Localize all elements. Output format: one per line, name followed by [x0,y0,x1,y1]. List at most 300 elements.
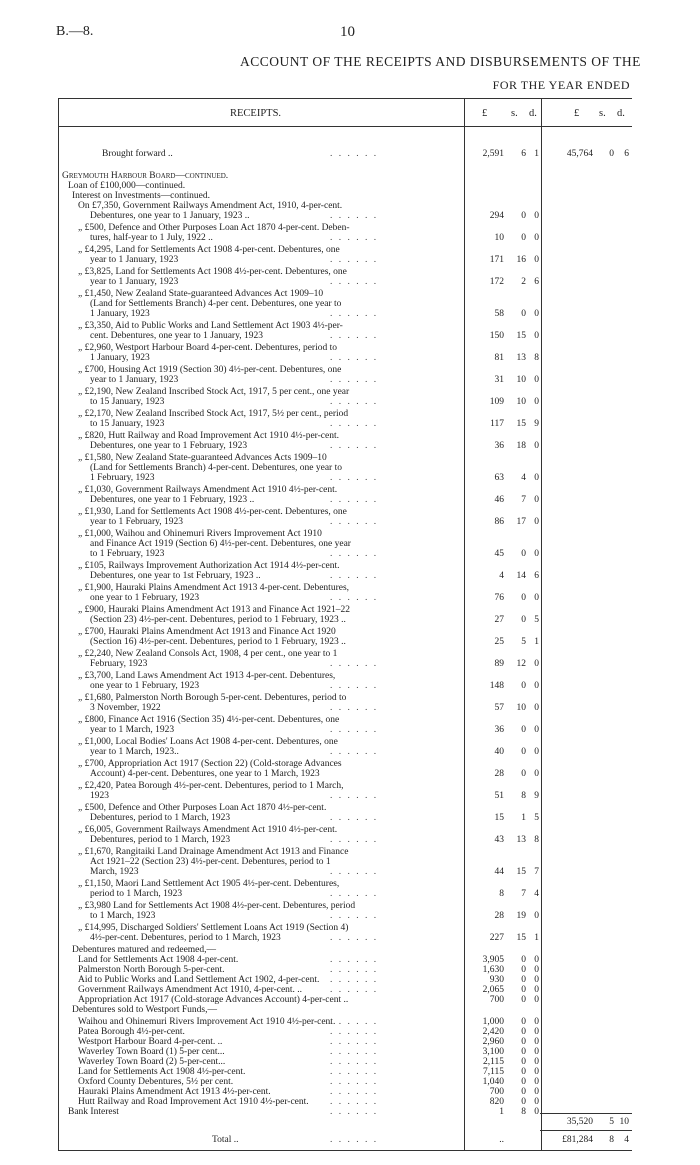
dot-leader: . . . . . . [330,331,379,341]
right-pound-header: £ [574,108,580,119]
left-shillings: 0 [521,593,526,603]
row-description: Account) 4-per-cent. Debentures, one year to 1 March, 1923 [90,769,320,779]
row-description: „ £2,240, New Zealand Consols Act, 1908, 4 per cent., one year to 1 [78,649,338,659]
left-shillings: 0 [521,985,526,995]
right-pence: 6 [624,149,629,159]
left-pounds: 28 [494,769,504,779]
left-shillings: 16 [516,255,526,265]
row-description: Total .. [212,1135,239,1145]
row-description: „ £3,350, Aid to Public Works and Land Settlement Act 1903 4½-per- [78,321,343,331]
left-pence: 8 [534,353,539,363]
left-pence: 0 [534,1067,539,1077]
left-pence: 9 [534,419,539,429]
left-pounds: 45 [494,549,504,559]
row-description: Government Railways Amendment Act 1910, 4-per-cent. .. [78,985,303,995]
row-description: „ £800, Finance Act 1916 (Section 35) 4½-per-cent. Debentures, one [78,715,340,725]
page-number: 10 [340,24,355,40]
left-pounds: .. [499,1135,504,1145]
row-description: Hutt Railway and Road Improvement Act 1910 4½-per-cent. [78,1097,309,1107]
page-title: ACCOUNT OF THE RECEIPTS AND DISBURSEMENTS OF THE [240,54,641,69]
right-shillings: 0 [609,149,614,159]
row-description: Oxford County Debentures, 5½ per cent. [78,1077,234,1087]
row-description: (Section 23) 4½-per-cent. Debentures, period to 1 February, 1923 .. [90,615,346,625]
row-description: „ £1,580, New Zealand State-guaranteed Advances Acts 1909–10 [78,453,327,463]
left-pence: 0 [534,495,539,505]
table-row [0,374,700,386]
left-shillings: 0 [521,747,526,757]
left-pounds: 2,420 [482,1027,504,1037]
row-description: year to 1 January, 1923 [90,375,179,385]
dot-leader: . . . . . . [330,1047,379,1057]
dot-leader: . . . . . . [330,985,379,995]
left-pence: 6 [534,571,539,581]
left-shillings: 13 [516,353,526,363]
row-description: to 15 January, 1923 [90,397,165,407]
left-pence: 0 [534,911,539,921]
left-pounds: 150 [489,331,504,341]
dot-leader: . . . . . . [330,965,379,975]
table-row [0,636,700,648]
left-pounds: 4 [499,571,504,581]
dot-leader: . . . . . . [330,593,379,603]
left-pence: 6 [534,277,539,287]
row-description: year to 1 January, 1923 [90,255,179,265]
table-row [0,812,700,824]
row-description: Brought forward .. [102,149,173,159]
dot-leader: . . . . . . [330,867,379,877]
left-pounds: 700 [489,1087,504,1097]
left-pounds: 15 [494,813,504,823]
dot-leader: . . . . . . [330,681,379,691]
dot-leader: . . . . . . [330,747,379,757]
left-pounds: 3,905 [482,955,504,965]
left-shillings: 6 [521,149,526,159]
receipts-header: RECEIPTS. [230,108,282,119]
left-pounds: 7,115 [482,1067,504,1077]
row-description: „ £4,295, Land for Settlements Act 1908 4-per-cent. Debentures, one [78,245,340,255]
row-description: „ £1,150, Maori Land Settlement Act 1905 4½-per-cent. Debentures, [78,879,340,889]
table-row [0,330,700,342]
table-row [0,570,700,582]
row-description: 1 January, 1923 [90,353,150,363]
left-pence: 0 [534,1107,539,1117]
left-pence: 0 [534,375,539,385]
right-pounds: 35,520 [566,1117,593,1127]
table-row [0,396,700,408]
row-description: Patea Borough 4½-per-cent. [78,1027,185,1037]
left-pound-header: £ [482,108,488,119]
left-pounds: 930 [489,975,504,985]
left-pence: 0 [534,1017,539,1027]
table-row [0,1004,700,1016]
left-pence: 0 [534,1047,539,1057]
row-description: Debentures, period to 1 March, 1923 [90,813,231,823]
left-shillings: 14 [516,571,526,581]
right-pounds: £81,284 [562,1135,593,1145]
row-description: period to 1 March, 1923 [90,889,183,899]
left-pounds: 117 [490,419,504,429]
right-shillings: 5 [609,1117,614,1127]
left-pounds: 46 [494,495,504,505]
table-row [0,472,700,484]
table-row [0,352,700,364]
row-description: Interest on Investments—continued. [72,191,210,201]
left-shillings: 8 [521,791,526,801]
left-pence: 1 [534,933,539,943]
left-shillings: 0 [521,1057,526,1067]
left-shillings: 0 [521,1067,526,1077]
left-pence: 0 [534,397,539,407]
row-description: to 15 January, 1923 [90,419,165,429]
table-row [0,276,700,288]
dot-leader: . . . . . . [330,517,379,527]
row-description: „ £700, Hauraki Plains Amendment Act 1913 and Finance Act 1920 [78,627,336,637]
row-description: Debentures, one year to 1 January, 1923 .. [90,211,250,221]
row-description: to 1 March, 1923 [90,911,156,921]
row-description: „ £14,995, Discharged Soldiers' Settlement Loans Act 1919 (Section 4) [78,923,349,933]
left-pounds: 44 [494,867,504,877]
row-description: „ £2,420, Patea Borough 4½-per-cent. Debentures, period to 1 March, [78,781,344,791]
dot-leader: . . . . . . [330,441,379,451]
right-pence: 4 [624,1135,629,1145]
row-description: Waverley Town Board (2) 5-per-cent... [78,1057,226,1067]
row-description: On £7,350, Government Railways Amendment Act, 1910, 4-per-cent. [78,201,343,211]
dot-leader: . . . . . . [330,725,379,735]
right-pence-header: d. [617,108,625,119]
left-pence: 8 [534,835,539,845]
table-row [0,658,700,670]
dot-leader: . . . . . . [330,375,379,385]
table-row [0,1134,700,1146]
dot-leader: . . . . . . [330,975,379,985]
row-description: „ £820, Hutt Railway and Road Improvement Act 1910 4½-per-cent. [78,431,339,441]
document-reference: B.—8. [56,24,94,39]
table-row [0,834,700,846]
left-pounds: 86 [494,517,504,527]
left-pence: 0 [534,995,539,1005]
table-row [0,210,700,222]
left-pence: 0 [534,955,539,965]
left-shillings: 0 [521,1077,526,1087]
row-description: „ £1,000, Waihou and Ohinemuri Rivers Improvement Act 1910 [78,529,322,539]
left-shillings: 19 [516,911,526,921]
left-pence: 1 [534,637,539,647]
left-shillings: 0 [521,615,526,625]
row-description: „ £3,980 Land for Settlements Act 1908 4½-per-cent. Debentures, period [78,901,356,911]
dot-leader: . . . . . . [330,1087,379,1097]
right-pounds: 45,764 [566,149,593,159]
left-shillings: 7 [521,889,526,899]
row-description: Debentures matured and redeemed,— [72,945,217,955]
row-description: „ £105, Railways Improvement Authorization Act 1914 4½-per-cent. [78,561,340,571]
table-row [0,254,700,266]
left-pounds: 81 [494,353,504,363]
left-shillings: 7 [521,495,526,505]
dot-leader: . . . . . . [330,813,379,823]
left-pence-header: d. [529,108,537,119]
table-row [0,866,700,878]
left-shillings: 0 [521,975,526,985]
left-shillings: 0 [521,995,526,1005]
left-pence: 0 [534,725,539,735]
row-description: tures, half-year to 1 July, 1922 .. [90,233,213,243]
row-description: year to 1 February, 1923 [90,517,184,527]
row-description: „ £2,170, New Zealand Inscribed Stock Act, 1917, 5½ per cent., period [78,409,349,419]
left-shilling-header: s. [511,108,518,119]
left-shillings: 0 [521,549,526,559]
dot-leader: . . . . . . [330,1067,379,1077]
table-row [0,910,700,922]
dot-leader: . . . . . . [330,571,379,581]
left-shillings: 15 [516,419,526,429]
table-row [0,932,700,944]
left-pence: 7 [534,867,539,877]
left-pounds: 63 [494,473,504,483]
left-pence: 0 [534,1087,539,1097]
left-shillings: 15 [516,331,526,341]
left-pounds: 1 [499,1107,504,1117]
dot-leader: . . . . . . [330,911,379,921]
left-pence: 9 [534,791,539,801]
left-pounds: 43 [494,835,504,845]
row-description: 1923 [90,791,109,801]
right-shilling-header: s. [599,108,606,119]
left-shillings: 0 [521,1037,526,1047]
row-description: (Land for Settlements Branch) 4-per-cent. Debentures, one year to [90,463,342,473]
left-pence: 0 [534,1077,539,1087]
table-top-rule [58,98,632,99]
subtotal-rule [540,1113,632,1114]
table-row [0,232,700,244]
row-description: Hauraki Plains Amendment Act 1913 4½-per-cent. [78,1087,271,1097]
row-description: Debentures, one year to 1st February, 1923 .. [90,571,261,581]
left-shillings: 0 [521,681,526,691]
dot-leader: . . . . . . [330,473,379,483]
left-shillings: 5 [521,637,526,647]
row-description: „ £1,030, Government Railways Amendment Act 1910 4½-per-cent. [78,485,338,495]
row-description: „ £1,680, Palmerston North Borough 5-per-cent. Debentures, period to [78,693,347,703]
row-description: Bank Interest [68,1107,119,1117]
row-description: Loan of £100,000—continued. [68,181,186,191]
page-subtitle: FOR THE YEAR ENDED [492,78,630,92]
left-shillings: 10 [516,375,526,385]
table-row [0,768,700,780]
table-row [0,516,700,528]
row-description: Act 1921–22 (Section 23) 4½-per-cent. Debentures, period to 1 [90,857,331,867]
dot-leader: . . . . . . [330,955,379,965]
left-pence: 5 [534,615,539,625]
dot-leader: . . . . . . [330,1097,379,1107]
dot-leader: . . . . . . [330,933,379,943]
dot-leader: . . . . . . [330,149,379,159]
left-pounds: 27 [494,615,504,625]
row-description: Aid to Public Works and Land Settlement Act 1902, 4-per-cent. [78,975,320,985]
dot-leader: . . . . . . [330,233,379,243]
dot-leader: . . . . . . [330,255,379,265]
left-shillings: 0 [521,1017,526,1027]
left-pounds: 2,065 [482,985,504,995]
row-description: year to 1 March, 1923.. [90,747,179,757]
row-description: one year to 1 February, 1923 [90,593,200,603]
left-shillings: 13 [516,835,526,845]
left-shillings: 15 [516,867,526,877]
left-shillings: 0 [521,769,526,779]
table-row [0,1116,700,1128]
right-shillings: 8 [609,1135,614,1145]
left-shillings: 15 [516,933,526,943]
row-description: Waihou and Ohinemuri Rivers Improvement Act 1910 4½-per-cent. [78,1017,336,1027]
left-pounds: 36 [494,441,504,451]
left-shillings: 12 [516,659,526,669]
row-description: Debentures, one year to 1 February, 1923 .. [90,495,255,505]
dot-leader: . . . . . . [330,549,379,559]
left-shillings: 0 [521,965,526,975]
row-description: cent. Debentures, one year to 1 January, 1923 [90,331,263,341]
row-description: Land for Settlements Act 1908 4-per-cent. [78,955,239,965]
row-description: „ £1,670, Rangitaiki Land Drainage Amendment Act 1913 and Finance [78,847,349,857]
left-pence: 0 [534,233,539,243]
left-shillings: 0 [521,1047,526,1057]
table-row [0,702,700,714]
row-description: Greymouth Harbour Board—continued. [62,171,229,181]
dot-leader: . . . . . . [330,397,379,407]
left-pence: 0 [534,517,539,527]
row-description: 3 November, 1922 [90,703,161,713]
row-description: „ £700, Appropriation Act 1917 (Section 22) (Cold-storage Advances [78,759,342,769]
dot-leader: . . . . . . [330,353,379,363]
dot-leader: . . . . . . [330,211,379,221]
table-row [0,548,700,560]
row-description: Appropriation Act 1917 (Cold-storage Advances Account) 4-per-cent .. [78,995,349,1005]
dot-leader: . . . . . . [330,1037,379,1047]
left-pence: 0 [534,211,539,221]
row-description: Debentures sold to Westport Funds,— [72,1005,217,1015]
left-pounds: 8 [499,889,504,899]
left-shillings: 17 [516,517,526,527]
row-description: „ £6,005, Government Railways Amendment Act 1910 4½-per-cent. [78,825,338,835]
left-shillings: 1 [521,813,526,823]
row-description: year to 1 March, 1923 [90,725,175,735]
left-pence: 0 [534,1027,539,1037]
table-row [0,614,700,626]
table-row [0,724,700,736]
dot-leader: . . . . . . [330,1027,379,1037]
row-description: and Finance Act 1919 (Section 6) 4½-per-cent. Debentures, one year [90,539,351,549]
left-pence: 0 [534,1097,539,1107]
row-description: Debentures, period to 1 March, 1923 [90,835,231,845]
header-bottom-rule [58,126,632,127]
left-pence: 0 [534,1037,539,1047]
left-pounds: 1,040 [482,1077,504,1087]
left-pounds: 57 [494,703,504,713]
left-pounds: 1,000 [482,1017,504,1027]
dot-leader: . . . . . . [330,1107,379,1117]
left-pounds: 36 [494,725,504,735]
dot-leader: . . . . . . [330,309,379,319]
row-description: „ £1,000, Local Bodies' Loans Act 1908 4-per-cent. Debentures, one [78,737,338,747]
left-pence: 0 [534,975,539,985]
left-pounds: 31 [494,375,504,385]
left-pounds: 58 [494,309,504,319]
left-shillings: 0 [521,1087,526,1097]
left-pence: 0 [534,769,539,779]
row-description: „ £500, Defence and Other Purposes Loan Act 1870 4½-per-cent. [78,803,327,813]
dot-leader: . . . . . . [330,835,379,845]
left-pounds: 148 [489,681,504,691]
left-shillings: 0 [521,955,526,965]
row-description: Waverley Town Board (1) 5-per cent... [78,1047,225,1057]
left-pence: 0 [534,659,539,669]
left-shillings: 0 [521,211,526,221]
left-shillings: 0 [521,1097,526,1107]
row-description: „ £2,960, Westport Harbour Board 4-per-cent. Debentures, period to [78,343,337,353]
left-pence: 0 [534,549,539,559]
left-pounds: 172 [489,277,504,287]
left-shillings: 18 [516,441,526,451]
row-description: 1 January, 1923 [90,309,150,319]
left-pence: 0 [534,593,539,603]
dot-leader: . . . . . . [330,495,379,505]
table-row [0,494,700,506]
left-pounds: 2,115 [482,1057,504,1067]
row-description: one year to 1 February, 1923 [90,681,200,691]
left-pence: 0 [534,965,539,975]
row-description: February, 1923 [90,659,148,669]
left-pence: 4 [534,889,539,899]
left-pounds: 3,100 [482,1047,504,1057]
left-pence: 0 [534,255,539,265]
dot-leader: . . . . . . [330,703,379,713]
right-pence: 10 [619,1117,629,1127]
table-bottom-rule [58,1150,632,1151]
table-row [0,888,700,900]
row-description: „ £1,930, Land for Settlements Act 1908 4½-per-cent. Debentures, one [78,507,347,517]
left-pounds: 25 [494,637,504,647]
dot-leader: . . . . . . [330,659,379,669]
table-row [0,440,700,452]
row-description: Debentures, one year to 1 February, 1923 [90,441,248,451]
dot-leader: . . . . . . [330,277,379,287]
row-description: (Section 16) 4½-per-cent. Debentures, period to 1 February, 1923 .. [90,637,346,647]
row-description: 1 February, 1923 [90,473,155,483]
row-description: year to 1 January, 1923 [90,277,179,287]
left-pounds: 820 [489,1097,504,1107]
row-description: „ £500, Defence and Other Purposes Loan Act 1870 4-per-cent. Deben- [78,223,350,233]
dot-leader: . . . . . . [330,791,379,801]
row-description: Palmerston North Borough 5-per-cent. [78,965,225,975]
left-pence: 0 [534,1057,539,1067]
table-row [0,592,700,604]
dot-leader: . . . . . . [330,1017,379,1027]
left-pence: 0 [534,681,539,691]
left-pounds: 10 [494,233,504,243]
left-shillings: 2 [521,277,526,287]
row-description: „ £1,450, New Zealand State-guaranteed Advances Act 1909–10 [78,289,324,299]
left-pence: 0 [534,331,539,341]
left-pounds: 700 [489,995,504,1005]
left-shillings: 0 [521,233,526,243]
row-description: Land for Settlements Act 1908 4½-per-cent. [78,1067,246,1077]
row-description: to 1 February, 1923 [90,549,165,559]
dot-leader: . . . . . . [330,1057,379,1067]
left-pence: 0 [534,747,539,757]
left-pounds: 171 [489,255,504,265]
left-shillings: 10 [516,703,526,713]
row-description: „ £2,190, New Zealand Inscribed Stock Act, 1917, 5 per cent., one year [78,387,350,397]
left-pence: 1 [534,149,539,159]
row-description: March, 1923 [90,867,139,877]
row-description: „ £700, Housing Act 1919 (Section 30) 4½-per-cent. Debentures, one [78,365,342,375]
